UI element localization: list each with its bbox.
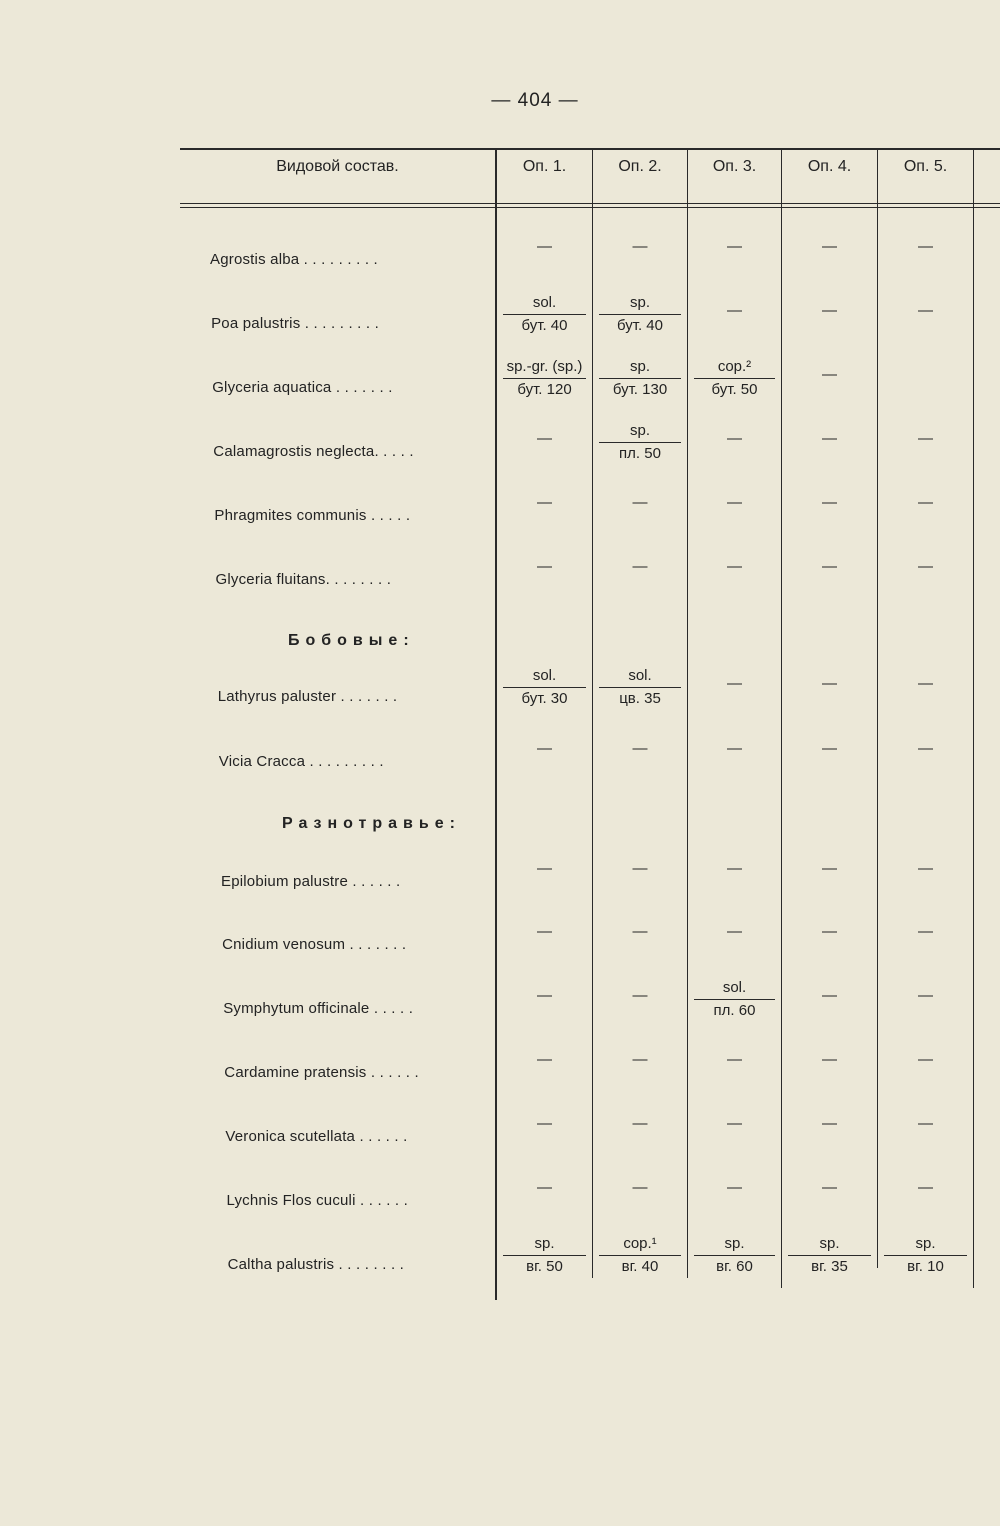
abundance-value: sol. (532, 294, 557, 311)
abundance-value: sp. (629, 294, 650, 311)
empty-cell-dash: — (727, 494, 742, 511)
empty-cell-dash: — (918, 675, 933, 692)
empty-cell-dash: — (822, 740, 837, 757)
empty-cell-dash: — (727, 675, 742, 692)
empty-cell-dash: — (822, 366, 837, 383)
abundance-cell (688, 358, 781, 399)
species-name: Symphytum officinale . . . . . (223, 1000, 414, 1017)
empty-cell-dash: — (727, 1051, 742, 1068)
phase-height-value: бут. 30 (503, 687, 586, 708)
empty-cell-dash: — (727, 558, 742, 575)
abundance-cell (593, 1235, 687, 1276)
empty-cell-dash: — (632, 1051, 648, 1068)
phase-height-value: бут. 50 (694, 378, 775, 399)
empty-cell-dash: — (632, 558, 648, 575)
species-name: Poa palustris . . . . . . . . . (211, 315, 380, 332)
empty-cell-dash: — (918, 238, 933, 255)
abundance-value: sp.-gr. (sp.) (506, 358, 583, 375)
empty-cell-dash: — (822, 987, 837, 1004)
species-name: Glyceria aquatica . . . . . . . (212, 379, 393, 396)
empty-cell-dash: — (918, 494, 933, 511)
empty-cell-dash: — (727, 430, 742, 447)
header-plot-3: Оп. 3. (712, 158, 757, 175)
abundance-cell (497, 1235, 592, 1276)
phase-height-value: вг. 40 (599, 1255, 681, 1276)
header-plot-4: Оп. 4. (807, 158, 852, 175)
empty-cell-dash: — (537, 1115, 552, 1132)
empty-cell-dash: — (632, 987, 648, 1004)
species-name: Agrostis alba . . . . . . . . . (210, 251, 378, 268)
empty-cell-dash: — (727, 740, 742, 757)
abundance-value: sol. (722, 979, 747, 996)
abundance-cell (688, 979, 781, 1020)
species-name: Calamagrostis neglecta. . . . . (213, 443, 414, 460)
phase-height-value: вг. 60 (694, 1255, 775, 1276)
abundance-value: sp. (819, 1235, 840, 1252)
empty-cell-dash: — (727, 860, 742, 877)
empty-cell-dash: — (822, 1051, 837, 1068)
empty-cell-dash: — (537, 238, 552, 255)
empty-cell-dash: — (918, 430, 933, 447)
empty-cell-dash: — (537, 987, 552, 1004)
empty-cell-dash: — (632, 923, 648, 940)
empty-cell-dash: — (537, 860, 552, 877)
empty-cell-dash: — (822, 558, 837, 575)
species-name: Phragmites communis . . . . . (214, 507, 411, 524)
abundance-value: sp. (724, 1235, 745, 1252)
header-plot-1: Оп. 1. (522, 158, 567, 175)
species-name: Cardamine pratensis . . . . . . (224, 1064, 419, 1081)
page-number: — 404 — (491, 90, 579, 111)
empty-cell-dash: — (632, 238, 648, 255)
abundance-cell (593, 667, 687, 708)
empty-cell-dash: — (537, 1051, 552, 1068)
header-plot-2: Оп. 2. (618, 158, 662, 175)
empty-cell-dash: — (822, 238, 837, 255)
group-heading: Разнотравье: (282, 815, 461, 832)
empty-cell-dash: — (632, 1179, 648, 1196)
abundance-value: sp. (629, 422, 650, 439)
abundance-cell (497, 294, 592, 335)
empty-cell-dash: — (822, 923, 837, 940)
header-plot-5: Оп. 5. (903, 158, 948, 175)
empty-cell-dash: — (918, 1179, 933, 1196)
phase-height-value: бут. 130 (599, 378, 681, 399)
abundance-cell (497, 358, 592, 399)
empty-cell-dash: — (537, 740, 552, 757)
empty-cell-dash: — (727, 302, 742, 319)
empty-cell-dash: — (822, 494, 837, 511)
species-table (180, 140, 1000, 1300)
abundance-value: cop.² (717, 358, 752, 375)
empty-cell-dash: — (727, 1115, 742, 1132)
empty-cell-dash: — (822, 675, 837, 692)
empty-cell-dash: — (822, 1115, 837, 1132)
empty-cell-dash: — (537, 558, 552, 575)
abundance-value: sp. (915, 1235, 936, 1252)
phase-height-value: вг. 50 (503, 1255, 586, 1276)
abundance-cell (593, 358, 687, 399)
empty-cell-dash: — (822, 1179, 837, 1196)
empty-cell-dash: — (918, 987, 933, 1004)
empty-cell-dash: — (918, 860, 933, 877)
abundance-cell (593, 294, 687, 335)
column-divider (973, 148, 974, 1288)
empty-cell-dash: — (727, 1179, 742, 1196)
group-heading: Бобовые: (288, 632, 415, 649)
empty-cell-dash: — (918, 740, 933, 757)
phase-height-value: бут. 40 (503, 314, 586, 335)
phase-height-value: бут. 120 (503, 378, 586, 399)
empty-cell-dash: — (632, 860, 648, 877)
phase-height-value: пл. 50 (599, 442, 681, 463)
empty-cell-dash: — (918, 923, 933, 940)
abundance-cell (688, 1235, 781, 1276)
abundance-value: sp. (534, 1235, 555, 1252)
abundance-value: sp. (629, 358, 650, 375)
empty-cell-dash: — (918, 558, 933, 575)
empty-cell-dash: — (918, 1115, 933, 1132)
empty-cell-dash: — (632, 1115, 648, 1132)
empty-cell-dash: — (918, 302, 933, 319)
empty-cell-dash: — (918, 1051, 933, 1068)
phase-height-value: вг. 35 (788, 1255, 871, 1276)
species-name: Lathyrus paluster . . . . . . . (217, 688, 398, 705)
species-name: Glyceria fluitans. . . . . . . . (215, 571, 392, 588)
abundance-cell (593, 422, 687, 463)
species-name: Lychnis Flos cuculi . . . . . . (226, 1192, 409, 1209)
header-species: Видовой состав. (276, 158, 399, 175)
empty-cell-dash: — (632, 740, 648, 757)
species-name: Epilobium palustre . . . . . . (221, 873, 401, 890)
empty-cell-dash: — (632, 494, 648, 511)
abundance-value: cop.¹ (623, 1235, 657, 1252)
abundance-value: sol. (532, 667, 557, 684)
phase-height-value: бут. 40 (599, 314, 681, 335)
empty-cell-dash: — (822, 860, 837, 877)
phase-height-value: цв. 35 (599, 687, 681, 708)
phase-height-value: вг. 10 (884, 1255, 967, 1276)
species-name: Caltha palustris . . . . . . . . (227, 1256, 405, 1273)
empty-cell-dash: — (727, 923, 742, 940)
empty-cell-dash: — (727, 238, 742, 255)
empty-cell-dash: — (537, 430, 552, 447)
empty-cell-dash: — (822, 302, 837, 319)
empty-cell-dash: — (537, 494, 552, 511)
abundance-cell (878, 1235, 973, 1276)
abundance-cell (782, 1235, 877, 1276)
empty-cell-dash: — (537, 923, 552, 940)
phase-height-value: пл. 60 (694, 999, 775, 1020)
abundance-value: sol. (628, 667, 652, 684)
empty-cell-dash: — (822, 430, 837, 447)
abundance-cell (497, 667, 592, 708)
species-name: Veronica scutellata . . . . . . (225, 1128, 408, 1145)
empty-cell-dash: — (537, 1179, 552, 1196)
species-name: Vicia Cracca . . . . . . . . . (218, 753, 384, 770)
species-name: Cnidium venosum . . . . . . . (222, 936, 407, 953)
